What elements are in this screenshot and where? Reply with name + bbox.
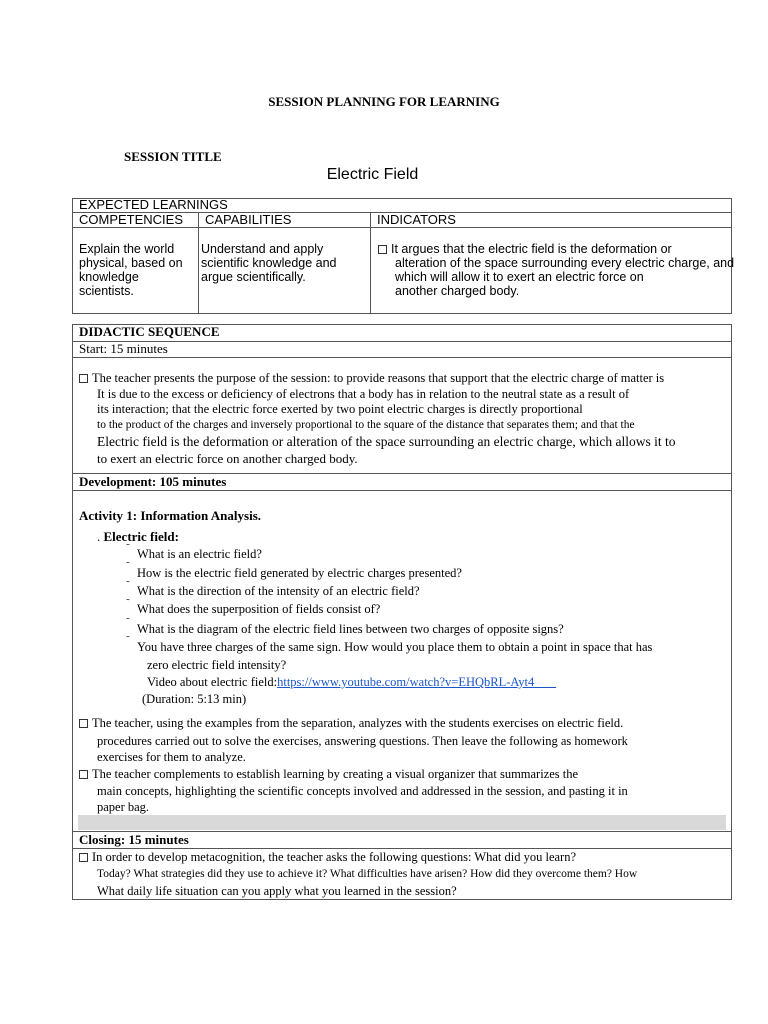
checkbox-bullet-icon [79,853,88,862]
tilde-bullet-icon: ˜ [126,579,130,591]
question-item: What is an electric field? [137,547,262,561]
start-line: The teacher presents the purpose of the session: to provide reasons that support that the electric charge of matter is [79,371,664,385]
question-item: You have three charges of the same sign. How would you place them to obtain a point in space that has [137,640,653,654]
dev-paragraph-line: The teacher, using the examples from the separation, analyzes with the students exercises on electric field. [79,716,623,730]
development-label: Development: 105 minutes [79,474,227,489]
question-continuation: zero electric field intensity? [147,658,287,672]
start-label: Start: 15 minutes [79,341,168,356]
question-item: How is the electric field generated by electric charges presented? [137,566,462,580]
expected-learnings-heading: EXPECTED LEARNINGS [79,197,228,212]
video-line: Video about electric field:https://www.youtube.com/watch?v=EHQbRL-Ayt4 [147,675,535,689]
checkbox-bullet-icon [79,770,88,779]
checkbox-bullet-icon [79,374,88,383]
dev-paragraph-line: main concepts, highlighting the scientific concepts involved and addressed in the session, and pasting it in [97,784,628,798]
capability-line: argue scientifically. [201,270,306,284]
dev-paragraph-line: procedures carried out to solve the exercises, answering questions. Then leave the following as homework [97,734,628,748]
dev-paragraph-line: exercises for them to analyze. [97,750,246,764]
start-line: It is due to the excess or deficiency of electrons that a body has in relation to the neutral state as a result of [97,387,630,401]
competency-line: knowledge [79,270,139,284]
start-line: to the product of the charges and inversely proportional to the square of the distance that separates them; and that the [97,419,635,431]
session-title-label: SESSION TITLE [124,149,222,164]
checkbox-bullet-icon [79,719,88,728]
indicator-line: It argues that the electric field is the deformation or [378,242,672,256]
document-header: SESSION PLANNING FOR LEARNING [268,94,500,109]
tilde-bullet-icon: ˜ [126,616,130,628]
start-line: Electric field is the deformation or alteration of the space surrounding an electric charge, which allows it to [97,434,676,449]
didactic-heading: DIDACTIC SEQUENCE [79,324,220,339]
col-capabilities: CAPABILITIES [205,212,292,227]
start-line: its interaction; that the electric force exerted by two point electric charges is directly proportional [97,402,583,416]
tilde-bullet-icon: ˜ [126,542,130,554]
indicator-line: which will allow it to exert an electric force on [395,270,644,284]
competency-line: scientists. [79,284,134,298]
question-item: What is the direction of the intensity of an electric field? [137,584,420,598]
start-line: to exert an electric force on another charged body. [97,451,358,466]
dev-paragraph-line: paper bag. [97,800,150,814]
dev-paragraph-line: The teacher complements to establish learning by creating a visual organizer that summarizes the [79,767,578,781]
competency-line: physical, based on [79,256,183,270]
session-title: Electric Field [326,166,419,183]
col-indicators: INDICATORS [377,212,456,227]
question-item: What is the diagram of the electric field lines between two charges of opposite signs? [137,622,564,636]
indicator-line: another charged body. [395,284,520,298]
closing-line: What daily life situation can you apply what you learned in the session? [97,884,457,898]
tilde-bullet-icon: ˜ [126,597,130,609]
col-competencies: COMPETENCIES [79,212,184,227]
shaded-row [78,815,726,830]
closing-label: Closing: 15 minutes [79,832,189,847]
duration-text: (Duration: 5:13 min) [142,692,247,706]
video-link[interactable]: https://www.youtube.com/watch?v=EHQbRL-Ayt4 [277,675,535,689]
indicator-line: alteration of the space surrounding every electric charge, and [395,256,735,270]
tilde-bullet-icon: ˜ [126,634,130,646]
closing-line: Today? What strategies did they use to achieve it? What difficulties have arisen? How did they overcome them? How [97,868,638,880]
closing-line: In order to develop metacognition, the teacher asks the following questions: What did you learn? [79,850,576,864]
tilde-bullet-icon: ˜ [126,560,130,572]
checkbox-bullet-icon [378,245,387,254]
capability-line: scientific knowledge and [201,256,337,270]
capability-line: Understand and apply [201,242,324,256]
question-item: What does the superposition of fields consist of? [137,602,381,616]
competency-line: Explain the world [79,242,175,256]
activity-title: Activity 1: Information Analysis. [79,508,261,523]
electric-field-heading: . Electric field: [97,529,179,544]
